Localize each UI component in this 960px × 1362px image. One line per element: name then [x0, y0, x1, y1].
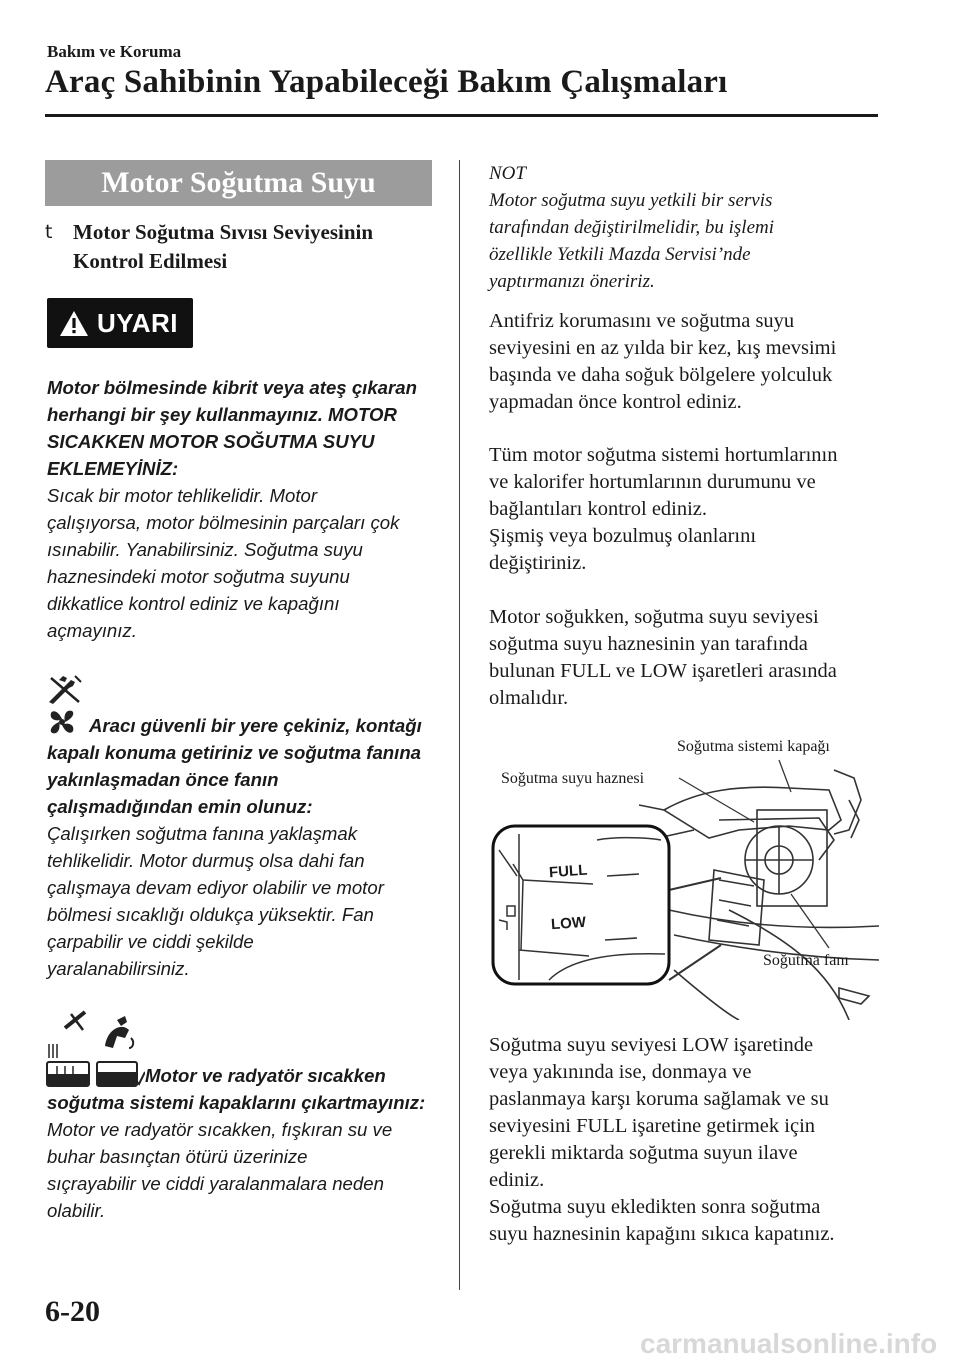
- warning-text-3: [47, 1062, 442, 1224]
- para1-line: başında ve daha soğuk bölgelere yolculuk: [489, 364, 833, 386]
- page-number: 6-20: [45, 1295, 100, 1328]
- para2-line: ve kalorifer hortumlarının durumunu ve: [489, 471, 816, 493]
- warning1-line: Sıcak bir motor tehlikelidir. Motor: [47, 485, 318, 506]
- sub-heading-line-1: Motor Soğutma Sıvısı Seviyesinin: [73, 220, 374, 244]
- warning1-bold-line: Motor bölmesinde kibrit veya ateş çıkaran: [47, 377, 417, 398]
- warning-text-1: [47, 374, 442, 644]
- paragraph-hoses: [489, 442, 884, 577]
- coolant-reservoir-figure: [489, 730, 879, 1020]
- column-divider: [459, 160, 460, 1290]
- note-line: Motor soğutma suyu yetkili bir servis: [489, 190, 773, 211]
- para4-line: ediniz.: [489, 1169, 545, 1191]
- warning2-line: tehlikelidir. Motor durmuş olsa dahi fan: [47, 850, 365, 871]
- para3-line: olmalıdır.: [489, 687, 569, 709]
- warning3-line: olabilir.: [47, 1200, 106, 1221]
- para4-line: Soğutma suyu seviyesi LOW işaretinde: [489, 1034, 814, 1056]
- watermark: carmanualsonline.info: [640, 1328, 938, 1359]
- para4-line: paslanmaya karşı koruma sağlamak ve su: [489, 1088, 829, 1110]
- warning2-line: çalışmaya devam ediyor olabilir ve motor: [47, 877, 384, 898]
- bullet-marker: t: [45, 221, 53, 243]
- warning2-line: bölmesi sıcaklığı oldukça yüksektir. Fan: [47, 904, 374, 925]
- chapter-title: Araç Sahibinin Yapabileceği Bakım Çalışmaları: [45, 64, 728, 100]
- warning2-bold-line: çalışmadığından emin olunuz:: [47, 796, 313, 817]
- note-line: tarafından değiştirilmelidir, bu işlemi: [489, 217, 775, 238]
- warning2-line: çarpabilir ve ciddi şekilde: [47, 931, 254, 952]
- warning2-bold-line: kapalı konuma getiriniz ve soğutma fanına: [47, 742, 422, 763]
- warning-label: UYARI: [97, 307, 179, 338]
- header-rule: [45, 114, 878, 117]
- sub-heading-line-2: Kontrol Edilmesi: [73, 249, 228, 273]
- warning2-line: yaralanabilirsiniz.: [47, 958, 190, 979]
- para3-line: Motor soğukken, soğutma suyu seviyesi: [489, 606, 819, 628]
- warning1-line: çalışıyorsa, motor bölmesinin parçaları çok: [47, 512, 400, 533]
- para1-line: yapmadan önce kontrol ediniz.: [489, 391, 742, 413]
- para4-line: seviyesini FULL işaretine getirmek için: [489, 1115, 816, 1137]
- warning-text-2: [47, 712, 442, 982]
- warning3-line: Motor ve radyatör sıcakken, fışkıran su ve: [47, 1119, 393, 1140]
- para4-line: veya yakınında ise, donmaya ve: [489, 1061, 752, 1083]
- note-line: yaptırmanızı öneririz.: [489, 271, 655, 292]
- section-label: Bakım ve Koruma: [47, 42, 182, 61]
- warning1-bold-line: SICAKKEN MOTOR SOĞUTMA SUYU: [47, 431, 375, 452]
- warning-triangle-icon: [59, 310, 89, 337]
- note-line: özellikle Yetkili Mazda Servisi’nde: [489, 244, 751, 265]
- warning3-bold-line: soğutma sistemi kapaklarını çıkartmayınız:: [47, 1092, 426, 1113]
- para3-line: bulunan FULL ve LOW işaretleri arasında: [489, 660, 837, 682]
- para2-line: Şişmiş veya bozulmuş olanlarını: [489, 525, 757, 547]
- para3-line: soğutma suyu haznesinin yan tarafında: [489, 633, 808, 655]
- warning1-bold-line: EKLEMEYİNİZ:: [47, 458, 179, 479]
- warning3-bold-first: Motor ve radyatör sıcakken: [145, 1065, 386, 1086]
- mark-low: LOW: [550, 913, 587, 934]
- para4-line: suyu haznesinin kapağını sıkıca kapatınız.: [489, 1223, 835, 1245]
- note-title: NOT: [489, 163, 526, 184]
- warning-badge: [47, 298, 193, 348]
- paragraph-refill: [489, 1032, 884, 1248]
- warning2-bold-line: yakınlaşmadan önce fanın: [47, 769, 279, 790]
- warning2-line: Çalışırken soğutma fanına yaklaşmak: [47, 823, 358, 844]
- sub-heading: [45, 218, 435, 276]
- warning1-bold-line: herhangi bir şey kullanmayınız. MOTOR: [47, 404, 397, 425]
- para1-line: seviyesini en az yılda bir kez, kış mevsimi: [489, 337, 837, 359]
- warning1-line: ısınabilir. Yanabilirsiniz. Soğutma suyu: [47, 539, 363, 560]
- para4-line: Soğutma suyu ekledikten sonra soğutma: [489, 1196, 821, 1218]
- label-cooling-system-cap: Soğutma sistemi kapağı: [677, 738, 830, 755]
- para2-line: değiştiriniz.: [489, 552, 587, 574]
- label-coolant-reservoir: Soğutma suyu haznesi: [501, 770, 645, 787]
- label-cooling-fan: Soğutma fanı: [763, 952, 849, 969]
- warning1-line: haznesindeki motor soğutma suyunu: [47, 566, 350, 587]
- mark-full: FULL: [548, 861, 588, 882]
- para2-line: Tüm motor soğutma sistemi hortumlarının: [489, 444, 838, 466]
- para4-line: gerekli miktarda soğutma suyun ilave: [489, 1142, 798, 1164]
- para2-line: bağlantıları kontrol ediniz.: [489, 498, 708, 520]
- warning3-line: buhar basınçtan ötürü üzerinize: [47, 1146, 308, 1167]
- warning1-line: açmayınız.: [47, 620, 137, 641]
- note-block: [489, 160, 879, 295]
- para1-line: Antifriz korumasını ve soğutma suyu: [489, 310, 795, 332]
- warning1-line: dikkatlice kontrol ediniz ve kapağını: [47, 593, 340, 614]
- warning2-bold-first: Aracı güvenli bir yere çekiniz, kontağı: [89, 715, 422, 736]
- section-banner: Motor Soğutma Suyu: [45, 160, 432, 206]
- warning3-line: sıçrayabilir ve ciddi yaralanmalara neden: [47, 1173, 384, 1194]
- paragraph-level: [489, 604, 884, 712]
- paragraph-antifreeze: [489, 308, 884, 416]
